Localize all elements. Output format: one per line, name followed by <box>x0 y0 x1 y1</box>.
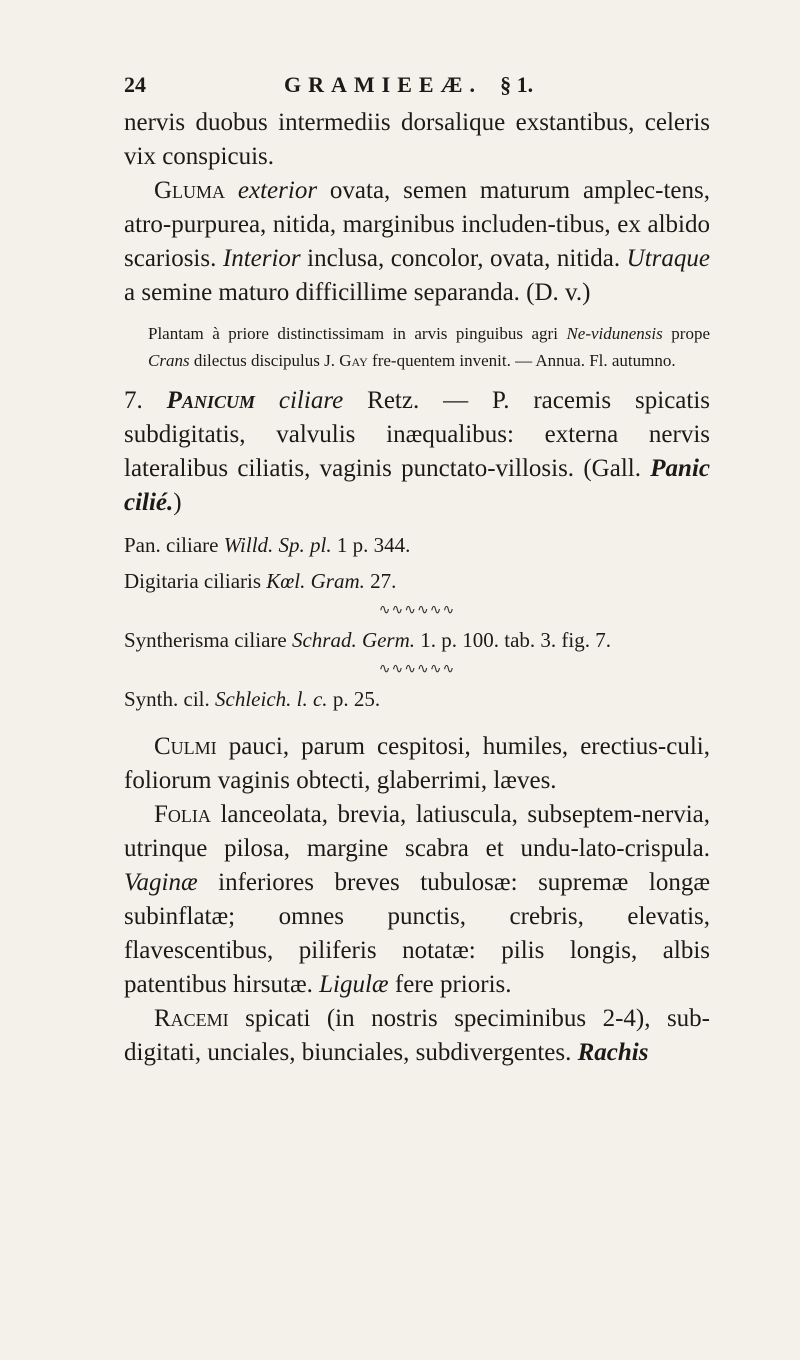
page-header <box>124 72 710 98</box>
term-utraque: Utraque <box>626 245 710 272</box>
text-run: Retz. — P. racemis spicatis subdigitatis, valvulis inæqualibus: externa nervis lateralibus ciliatis, vaginis punctato-villosis. (Gall. <box>124 387 711 482</box>
text-run: 1 p. 344. <box>331 533 411 557</box>
term-ligulae: Ligulæ <box>319 971 389 998</box>
place-name: Ne-vidunensis <box>566 324 663 343</box>
synonym-line <box>124 684 710 714</box>
paragraph-racemi <box>124 1002 710 1070</box>
term-folia: Folia <box>154 801 211 828</box>
term-gluma: Gluma <box>154 177 226 204</box>
species-heading <box>124 384 710 520</box>
genus-name: Panicum <box>166 387 255 414</box>
text-run: a semine maturo difficillime separanda. (D. v.) <box>124 279 591 306</box>
text-run: Syntherisma ciliare <box>124 628 292 652</box>
page-number: 24 <box>124 72 146 97</box>
text-run: fre-quentem invenit. — Annua. Fl. autumno. <box>367 351 676 370</box>
term-culmi: Culmi <box>154 733 217 760</box>
citation: Schleich. l. c. <box>215 687 328 711</box>
text-run: lanceolata, brevia, latiuscula, subseptem-nervia, utrinque pilosa, margine scabra et undu-lato-crispula. <box>124 801 710 862</box>
synonym-line <box>124 625 710 655</box>
text-run: ovata, semen maturum amplec-tens, atro-purpurea, nitida, marginibus includen-tibus, ex albido scariosis. <box>124 177 711 272</box>
vernacular-name: Panic cilié. <box>124 455 710 516</box>
text-run: spicati (in nostris speciminibus 2-4), sub-digitati, unciales, biunciales, subdivergentes. <box>124 1005 710 1066</box>
paragraph-folia <box>124 798 710 1002</box>
text-run: Synth. cil. <box>124 687 216 711</box>
text-run: prope <box>662 324 710 343</box>
locality-note <box>148 320 710 374</box>
term-rachis: Rachis <box>577 1039 649 1066</box>
section-mark: § 1. <box>500 72 534 97</box>
paragraph-continuation <box>124 106 710 174</box>
synonym-line <box>124 530 710 560</box>
species-number: 7. <box>124 387 167 414</box>
text-run: Plantam à priore distinctissimam in arvis pinguibus agri <box>148 324 567 343</box>
term-exterior: exterior <box>237 177 318 204</box>
running-title: GRAMIEEÆ. <box>284 72 483 97</box>
citation: Schrad. Germ. <box>291 628 416 652</box>
text-run: 27. <box>364 569 397 593</box>
synonym-line <box>124 566 710 596</box>
text-run: 1. p. 100. tab. 3. fig. 7. <box>415 628 612 652</box>
separator: ∿∿∿∿∿∿ <box>378 662 456 677</box>
text-run: pauci, parum cespitosi, humiles, erectius-culi, foliorum vaginis obtecti, glaberrimi, læves. <box>124 733 710 794</box>
text-run: fere prioris. <box>388 971 512 998</box>
place-name: Crans <box>148 351 190 370</box>
text-run: nervis duobus intermediis dorsalique exstantibus, celeris vix conspicuis. <box>124 109 710 170</box>
paragraph-culmi <box>124 730 710 798</box>
text-run: ) <box>173 489 182 516</box>
text-run: Digitaria ciliaris <box>124 569 267 593</box>
text-run: p. 25. <box>327 687 381 711</box>
separator: ∿∿∿∿∿∿ <box>378 603 456 618</box>
paragraph-gluma <box>124 174 710 310</box>
person-name: Gay <box>339 351 368 370</box>
citation: Willd. Sp. pl. <box>223 533 332 557</box>
text-run: Pan. ciliare <box>124 533 224 557</box>
text-run: dilectus discipulus J. <box>189 351 340 370</box>
citation: Kœl. Gram. <box>266 569 365 593</box>
term-interior: Interior <box>222 245 301 272</box>
term-vaginae: Vaginæ <box>124 869 198 896</box>
term-racemi: Racemi <box>154 1005 229 1032</box>
text-run: inclusa, concolor, ovata, nitida. <box>300 245 627 272</box>
species-epithet: ciliare <box>254 387 344 414</box>
text-run: inferiores breves tubulosæ: supremæ longæ subinflatæ; omnes punctis, crebris, elevatis, flavescentibus, piliferis notatæ: pilis longis, albis patentibus hirsutæ. <box>124 869 710 998</box>
